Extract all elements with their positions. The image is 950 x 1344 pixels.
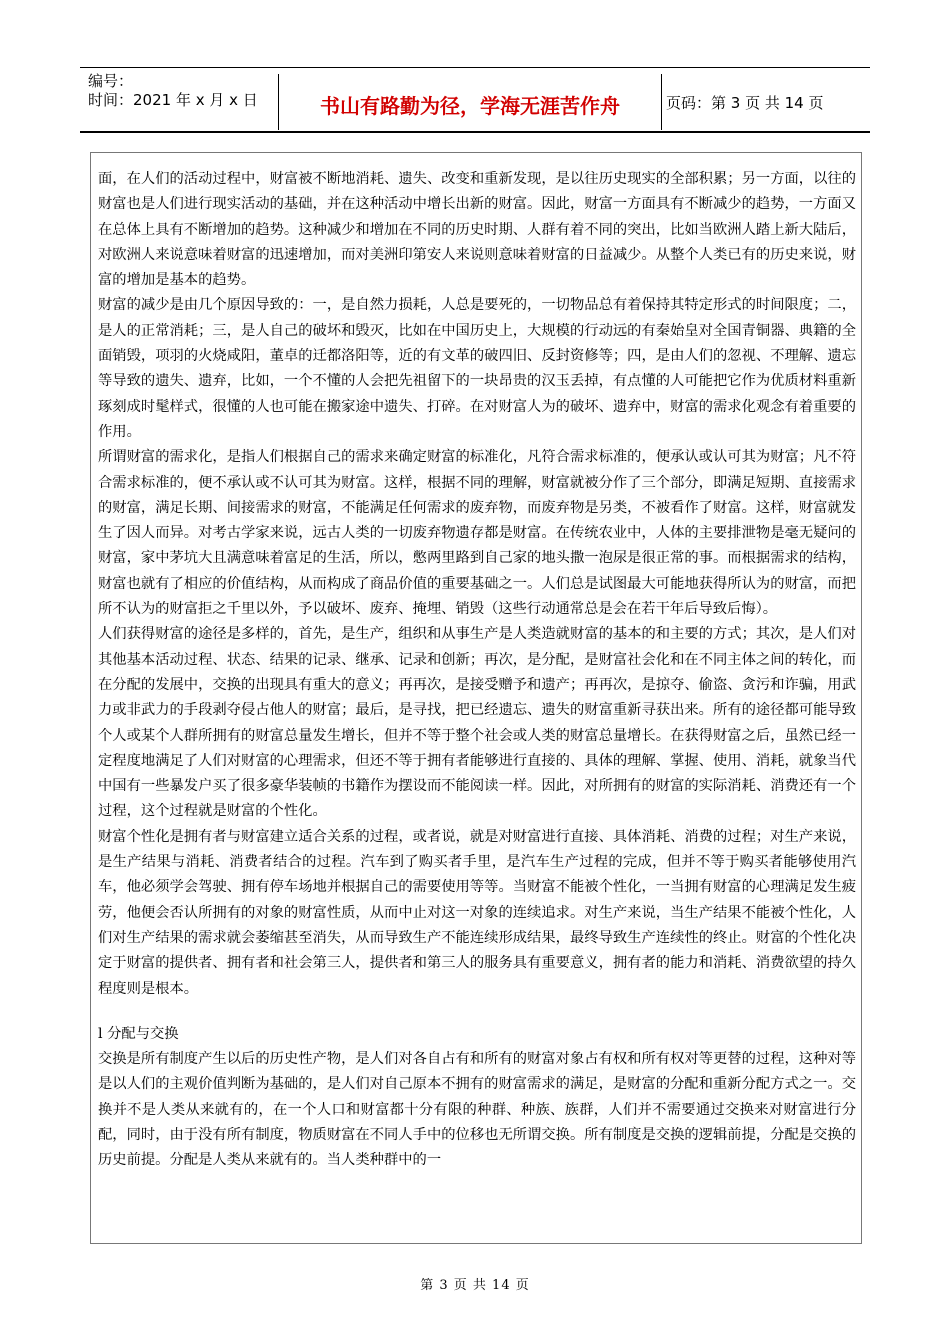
header-bottom-rule bbox=[80, 131, 870, 133]
time-label: 时间：2021 年 x 月 x 日 bbox=[88, 91, 258, 109]
number-label: 编号： bbox=[88, 72, 134, 90]
spacer bbox=[98, 1002, 856, 1022]
header-motto: 书山有路勤为径，学海无涯苦作舟 bbox=[320, 94, 620, 118]
paragraph: 人们获得财富的途径是多样的，首先，是生产，组织和从事生产是人类造就财富的基本的和主要的方式；其次，是人们对其他基本活动过程、状态、结果的记录、继承、记录和创新；再次，是分配，是财富社会化和在不同主体之间的转化，而在分配的发展中，交换的出现具有重大的意义；再再次，是接受赠予和遗产；再再次，是掠夺、偷盗、贪污和诈骗，用武力或非武力的手段剥夺侵占他人的财富；最后，是寻找，把已经遗忘、遗失的财富重新寻获出来。所有的途径都可能导致个人或某个人群所拥有的财富总量发生增长，但并不等于整个社会或人类的财富总量增长。在获得财富之后，虽然已经一定程度地满足了人们对财富的心理需求，但还不等于拥有者能够进行直接的、具体的理解、掌握、使用、消耗，就象当代中国有一些暴发户买了很多豪华装帧的书籍作为摆设而不能阅读一样。因此，对所拥有的财富的实际消耗、消费还有一个过程，这个过程就是财富的个性化。 bbox=[98, 626, 856, 820]
paragraph: 财富个性化是拥有者与财富建立适合关系的过程，或者说，就是对财富进行直接、具体消耗、消费的过程；对生产来说，是生产结果与消耗、消费者结合的过程。汽车到了购买者手里，是汽车生产过程的完成，但并不等于购买者能够使用汽车，他必须学会驾驶、拥有停车场地并根据自己的需要使用等等。当财富不能被个性化，一当拥有财富的心理满足发生疲劳，他便会否认所拥有的对象的财富性质，从而中止对这一对象的连续追求。对生产来说，当生产结果不能被个性化，人们对生产结果的需求就会萎缩甚至消失，从而导致生产不能连续形成结果，最终导致生产连续性的终止。财富的个性化决定于财富的提供者、拥有者和社会第三人，提供者和第三人的服务具有重要意义，拥有者的能力和消耗、消费欲望的持久程度则是根本。 bbox=[98, 828, 856, 997]
document-body bbox=[90, 152, 862, 1244]
header-page-info: 页码：第 3 页 共 14 页 bbox=[666, 94, 824, 112]
paragraph: 财富的减少是由几个原因导致的：一，是自然力损耗，人总是要死的，一切物品总有着保持其特定形式的时间限度；二，是人的正常消耗；三，是人自己的破坏和毁灭，比如在中国历史上，大规模的行动远的有秦始皇对全国青铜器、典籍的全面销毁，项羽的火烧咸阳，董卓的迁都洛阳等，近的有文革的破四旧、反封资修等；四，是由人们的忽视、不理解、遗忘等导致的遗失、遗弃，比如，一个不懂的人会把先祖留下的一块昂贵的汉玉丢掉，有点懂的人可能把它作为优质材料重新琢刻成时髦样式，很懂的人也可能在搬家途中遗失、打碎。在对财富人为的破坏、遗弃中，财富的需求化观念有着重要的作用。 bbox=[98, 297, 856, 440]
page-footer: 第 3 页 共 14 页 bbox=[420, 1278, 530, 1293]
paragraph: 所谓财富的需求化，是指人们根据自己的需求来确定财富的标准化，凡符合需求标准的，便承认或认可其为财富；凡不符合需求标准的，便不承认或不认可其为财富。这样，根据不同的理解，财富就被分作了三个部分，即满足短期、直接需求的财富，满足长期、间接需求的财富，不能满足任何需求的废弃物，而废弃物是另类，不被看作了财富。这样，财富就发生了因人而异。对考古学家来说，远古人类的一切废弃物遗存都是财富。在传统农业中，人体的主要排泄物是毫无疑问的财富，家中茅坑大且满意味着富足的生活，所以，憋两里路到自己家的地头撒一泡尿是很正常的事。而根据需求的结构，财富也就有了相应的价值结构，从而构成了商品价值的重要基础之一。人们总是试图最大可能地获得所认为的财富，而把所不认为的财富拒之千里以外，予以破坏、废弃、掩埋、销毁（这些行动通常总是会在若干年后导致后悔）。 bbox=[98, 449, 856, 618]
section-heading: l 分配与交换 bbox=[98, 1025, 179, 1042]
header-top-rule bbox=[80, 67, 870, 68]
header-divider-right bbox=[661, 74, 662, 130]
header-meta bbox=[88, 72, 258, 110]
paragraph: 交换是所有制度产生以后的历史性产物，是人们对各自占有和所有的财富对象占有权和所有权对等更替的过程，这种对等是以人们的主观价值判断为基础的，是人们对自己原本不拥有的财富需求的满足，是财富的分配和重新分配方式之一。交换并不是人类从来就有的，在一个人口和财富都十分有限的种群、种族、族群，人们并不需要通过交换来对财富进行分配，同时，由于没有所有制度，物质财富在不同人手中的位移也无所谓交换。所有制度是交换的逻辑前提，分配是交换的历史前提。分配是人类从来就有的。当人类种群中的一 bbox=[98, 1051, 856, 1169]
paragraph: 面，在人们的活动过程中，财富被不断地消耗、遗失、改变和重新发现，是以往历史现实的全部积累；另一方面，以往的财富也是人们进行现实活动的基础，并在这种活动中增长出新的财富。因此，财富一方面具有不断减少的趋势，一方面又在总体上具有不断增加的趋势。这种减少和增加在不同的历史时期、人群有着不同的突出，比如当欧洲人踏上新大陆后，对欧洲人来说意味着财富的迅速增加，而对美洲印第安人来说则意味着财富的日益减少。从整个人类已有的历史来说，财富的增加是基本的趋势。 bbox=[98, 171, 856, 289]
